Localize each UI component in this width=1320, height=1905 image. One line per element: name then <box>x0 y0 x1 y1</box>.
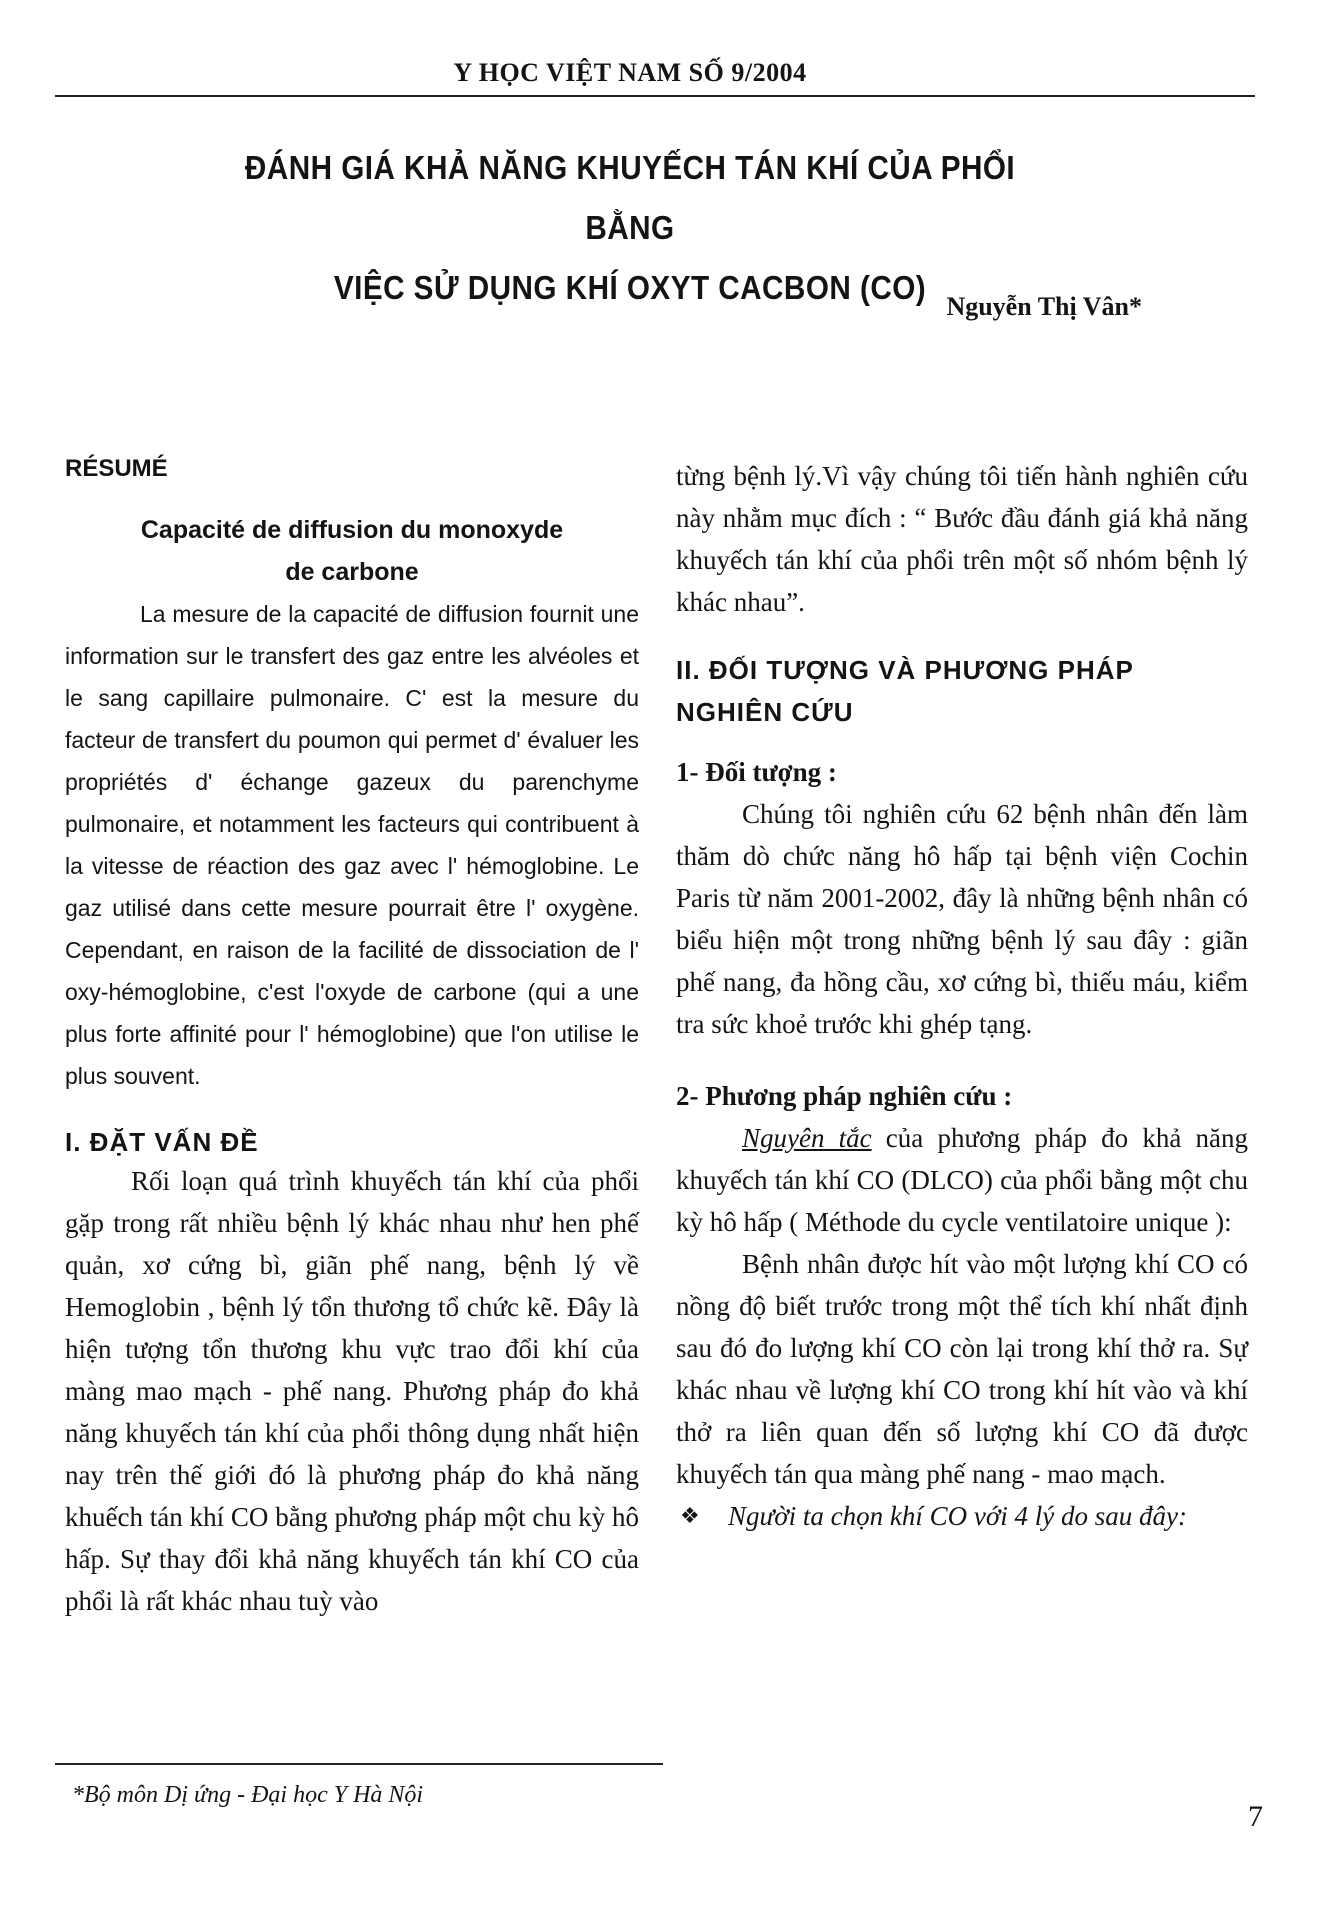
principle-label: Nguyên tắc <box>742 1123 872 1153</box>
abstract-title: Capacité de diffusion du monoxyde de carbone <box>140 516 564 586</box>
running-head: Y HỌC VIỆT NAM SỐ 9/2004 <box>453 58 807 87</box>
section-1-heading: I. ĐẶT VẤN ĐỀ <box>65 1127 259 1157</box>
footnote-rule <box>55 1763 663 1765</box>
header-rule <box>55 95 1255 97</box>
subsection-2-heading: 2- Phương pháp nghiên cứu : <box>676 1081 1013 1111</box>
footnote: *Bộ môn Dị ứng - Đại học Y Hà Nội <box>72 1782 424 1808</box>
bullet-item <box>676 1495 1248 1537</box>
principle-paragraph <box>676 1117 1248 1243</box>
author-name: Nguyễn Thị Vân* <box>946 292 1142 321</box>
principle-text: của phương pháp đo khả năng khuyếch tán khí CO (DLCO) của phổi bằng một chu kỳ hô hấp ( Méthode du cycle ventilatoire unique ): <box>676 1123 1248 1237</box>
section-2-heading: II. ĐỐI TƯỢNG VÀ PHƯƠNG PHÁP NGHIÊN CỨU <box>676 655 1134 727</box>
diamond-bullet-icon: ❖ <box>680 1503 700 1528</box>
abstract-body: La mesure de la capacité de diffusion fournit une information sur le transfert des gaz entre les alvéoles et le sang capillaire pulmonaire. C' est la mesure du facteur de transfert du poumon qui permet d' évaluer les propriétés d' échange gazeux du parenchyme pulmonaire, et notamment les facteurs qui contribuent à la vitesse de réaction des gaz avec l' hémoglobine. Le gaz utilisé dans cette mesure pourrait être l' oxygène. Cependant, en raison de la facilité de dissociation de l' oxy-hémoglobine, c'est l'oxyde de carbone (qui a une plus forte affinité pour l' hémoglobine) que l'on utilise le plus souvent. <box>65 601 639 1089</box>
subsection-1-body: Chúng tôi nghiên cứu 62 bệnh nhân đến làm thăm dò chức năng hô hấp tại bệnh viện Cochin Paris từ năm 2001-2002, đây là những bệnh nhân có biểu hiện một trong những bệnh lý sau đây : giãn phế nang, đa hồng cầu, xơ cứng bì, thiếu máu, kiểm tra sức khoẻ trước khi ghép tạng. <box>676 799 1248 1039</box>
left-column <box>65 455 639 1622</box>
right-column <box>676 455 1248 1537</box>
subsection-1-heading: 1- Đối tượng : <box>676 757 837 787</box>
section-1-body: Rối loạn quá trình khuyếch tán khí của phổi gặp trong rất nhiều bệnh lý khác nhau như hen phế quản, xơ cứng bì, giãn phế nang, bệnh lý về Hemoglobin , bệnh lý tổn thương tổ chức kẽ. Đây là hiện tượng tổn thương khu vực trao đổi khí của màng mao mạch - phế nang. Phương pháp đo khả năng khuyếch tán khí của phổi thông dụng nhất hiện nay trên thế giới đó là phương pháp đo khả năng khuếch tán khí CO bằng phương pháp một chu kỳ hô hấp. Sự thay đổi khả năng khuyếch tán khí CO của phổi là rất khác nhau tuỳ vào <box>65 1166 639 1616</box>
page-number: 7 <box>1248 1800 1263 1833</box>
continuation-paragraph: từng bệnh lý.Vì vậy chúng tôi tiến hành nghiên cứu này nhằm mục đích : “ Bước đầu đánh giá khả năng khuyếch tán khí của phổi trên một số nhóm bệnh lý khác nhau”. <box>676 461 1248 617</box>
bullet-text: Người ta chọn khí CO với 4 lý do sau đây: <box>728 1501 1187 1531</box>
resume-heading: RÉSUMÉ <box>65 455 168 482</box>
title-line-2: VIỆC SỬ DỤNG KHÍ OXYT CACBON (CO) <box>333 269 927 306</box>
procedure-paragraph: Bệnh nhân được hít vào một lượng khí CO có nồng độ biết trước trong một thể tích khí nhất định sau đó đo lượng khí CO còn lại trong khí thở ra. Sự khác nhau về lượng khí CO trong khí hít vào và khí thở ra liên quan đến số lượng khí CO đã được khuyếch tán qua màng phế nang - mao mạch. <box>676 1249 1248 1489</box>
article-title <box>225 138 1035 318</box>
title-line-1: ĐÁNH GIÁ KHẢ NĂNG KHUYẾCH TÁN KHÍ CỦA PHỔI BẰNG <box>244 149 1016 246</box>
